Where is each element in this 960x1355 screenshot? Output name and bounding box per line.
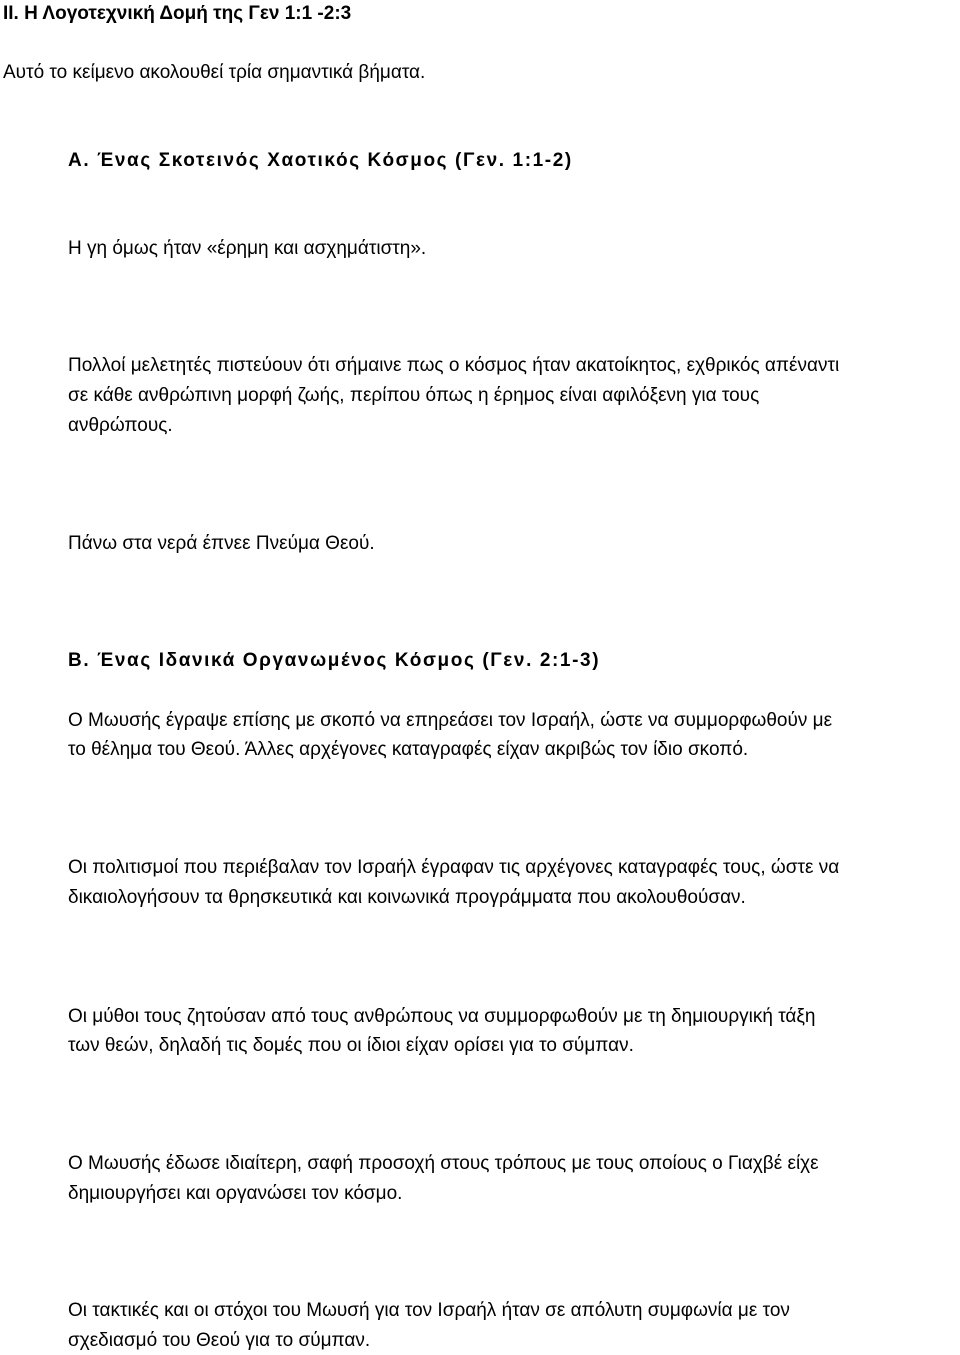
paragraph-line: ανθρώπους. bbox=[68, 415, 173, 436]
paragraph-line: των θεών, δηλαδή τις δομές που οι ίδιοι είχαν ορίσει για το σύμπαν. bbox=[68, 1035, 634, 1056]
paragraph-line: Οι πολιτισμοί που περιέβαλαν τον Ισραήλ έγραφαν τις αρχέγονες καταγραφές τους, ώστε να bbox=[68, 857, 840, 878]
paragraph-line: δημιουργήσει και οργανώσει τον κόσμο. bbox=[68, 1183, 403, 1204]
paragraph-line: Πολλοί μελετητές πιστεύουν ότι σήμαινε πως ο κόσμος ήταν ακατοίκητος, εχθρικός απέναντι bbox=[68, 355, 840, 376]
paragraph-line: σχεδιασμό του Θεού για το σύμπαν. bbox=[68, 1330, 371, 1351]
paragraph-line: σε κάθε ανθρώπινη μορφή ζωής, περίπου όπως η έρημος είναι αφιλόξενη για τους bbox=[68, 385, 760, 406]
paragraph-line: Οι μύθοι τους ζητούσαν από τους ανθρώπους να συμμορφωθούν με τη δημιουργική τάξη bbox=[68, 1006, 816, 1027]
intro-text: Αυτό το κείμενο ακολουθεί τρία σημαντικά βήματα. bbox=[3, 62, 426, 83]
part-a-spirit-line: Πάνω στα νερά έπνεε Πνεύμα Θεού. bbox=[68, 533, 375, 554]
section-title: II. Η Λογοτεχνική Δομή της Γεν 1:1 -2:3 bbox=[3, 3, 352, 24]
paragraph-line: Οι τακτικές και οι στόχοι του Μωυσή για τον Ισραήλ ήταν σε απόλυτη συμφωνία με τον bbox=[68, 1300, 790, 1321]
paragraph-line: το θέλημα του Θεού. Άλλες αρχέγονες καταγραφές είχαν ακριβώς τον ίδιο σκοπό. bbox=[68, 739, 749, 760]
paragraph-line: δικαιολογήσουν τα θρησκευτικά και κοινωνικά προγράμματα που ακολουθούσαν. bbox=[68, 887, 746, 908]
paragraph-line: Ο Μωυσής έγραψε επίσης με σκοπό να επηρεάσει τον Ισραήλ, ώστε να συμμορφωθούν με bbox=[68, 710, 833, 731]
paragraph-line: Ο Μωυσής έδωσε ιδιαίτερη, σαφή προσοχή στους τρόπους με τους οποίους ο Γιαχβέ είχε bbox=[68, 1153, 819, 1174]
part-a-title: Α. Ένας Σκοτεινός Χαοτικός Κόσμος (Γεν. 1:1-2) bbox=[68, 150, 573, 171]
part-b-title: Β. Ένας Ιδανικά Οργανωμένος Κόσμος (Γεν. 2:1-3) bbox=[68, 650, 601, 671]
part-a-quote-line: Η γη όμως ήταν «έρημη και ασχημάτιστη». bbox=[68, 238, 427, 259]
